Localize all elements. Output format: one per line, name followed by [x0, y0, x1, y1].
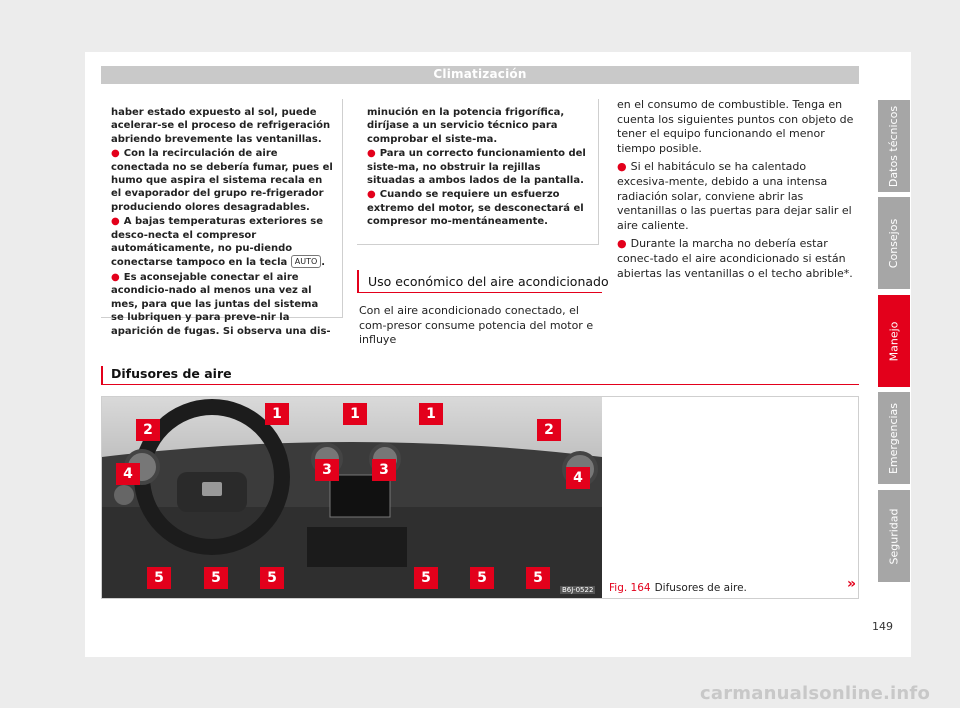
callout-2: 2 [537, 419, 561, 441]
watermark: carmanualsonline.info [700, 683, 931, 704]
chapter-header [101, 66, 859, 84]
figure-caption [609, 582, 747, 594]
callout-5: 5 [147, 567, 171, 589]
callout-4: 4 [116, 463, 140, 485]
warning-text: minución en la potencia frigorífica, diríjase a un servicio técnico para comprobar el siste-ma. [367, 107, 565, 145]
callout-3: 3 [372, 459, 396, 481]
figure-caption-text: Difusores de aire. [654, 582, 747, 594]
warning-text: haber estado expuesto al sol, puede acelerar-se el proceso de refrigeración abriendo brevemente las ventanillas. [111, 107, 331, 145]
figure-frame [101, 396, 859, 599]
warning-bullet: ● Con la recirculación de aire conectada no se debería fumar, pues el humo que aspira el sistema recala en el evaporador del grupo re-frigerador produciendo olores desagradables. [111, 148, 333, 213]
page-number: 149 [872, 620, 893, 633]
callout-5: 5 [526, 567, 550, 589]
tab-seguridad[interactable]: Seguridad [878, 490, 910, 582]
callout-4: 4 [566, 467, 590, 489]
tab-datos-tecnicos[interactable]: Datos técnicos [878, 100, 910, 192]
section-rule [357, 292, 602, 293]
warning-bullet: ● Es aconsejable conectar el aire acondicio-nado al menos una vez al mes, para que las juntas del sistema se lubriquen y para preve-nir la aparición de fugas. Si observa una dis- [111, 271, 331, 337]
body-text-right: en el consumo de combustible. Tenga en cuenta los siguientes puntos con objeto de tener el equipo funcionando el menor tiempo posible. ● Si el habitáculo se ha calentado excesiva-mente, debido a una intensa radiación solar, conviene abrir las ventanillas o las puertas para dejar salir el aire caliente. ● Durante la marcha no debería estar conec-tado el aire acondicionado si están abiertas las ventanillas o el techo abrible*. [617, 98, 854, 280]
callout-5: 5 [414, 567, 438, 589]
warning-box-left [101, 99, 343, 337]
warning-bullet: ● Para un correcto funcionamiento del siste-ma, no obstruir la rejillas situadas a ambos lados de la pantalla. [367, 148, 586, 187]
section-marker [101, 366, 103, 385]
section-rule [101, 384, 859, 385]
warning-bullet: ● Cuando se requiere un esfuerzo extremo del motor, se desconectará el compresor mo-mentáneamente. [367, 189, 584, 228]
section-heading-eco: Uso económico del aire acondicionado [368, 274, 609, 289]
body-text-eco: Con el aire acondicionado conectado, el com-presor consume potencia del motor e influye [359, 304, 594, 347]
continue-arrow-icon: » [847, 576, 857, 592]
section-marker [357, 270, 359, 292]
callout-5: 5 [470, 567, 494, 589]
callout-5: 5 [204, 567, 228, 589]
warning-box-middle [357, 99, 599, 245]
warning-bullet: ● A bajas temperaturas exteriores se desco-necta el compresor automáticamente, no pu-diendo conectarse tampoco en la tecla AUTO . [111, 216, 326, 269]
callout-1: 1 [265, 403, 289, 425]
callout-1: 1 [343, 403, 367, 425]
tab-consejos[interactable]: Consejos [878, 197, 910, 289]
callout-5: 5 [260, 567, 284, 589]
auto-key-icon: AUTO [291, 255, 322, 268]
callout-3: 3 [315, 459, 339, 481]
callout-2: 2 [136, 419, 160, 441]
tab-emergencias[interactable]: Emergencias [878, 392, 910, 484]
figure-number: Fig. 164 [609, 582, 651, 594]
figure-code: B6J-0522 [562, 586, 594, 594]
callout-1: 1 [419, 403, 443, 425]
chapter-title: Climatización [433, 67, 527, 81]
section-heading-vents: Difusores de aire [111, 366, 232, 381]
tab-manejo[interactable]: Manejo [878, 295, 910, 387]
